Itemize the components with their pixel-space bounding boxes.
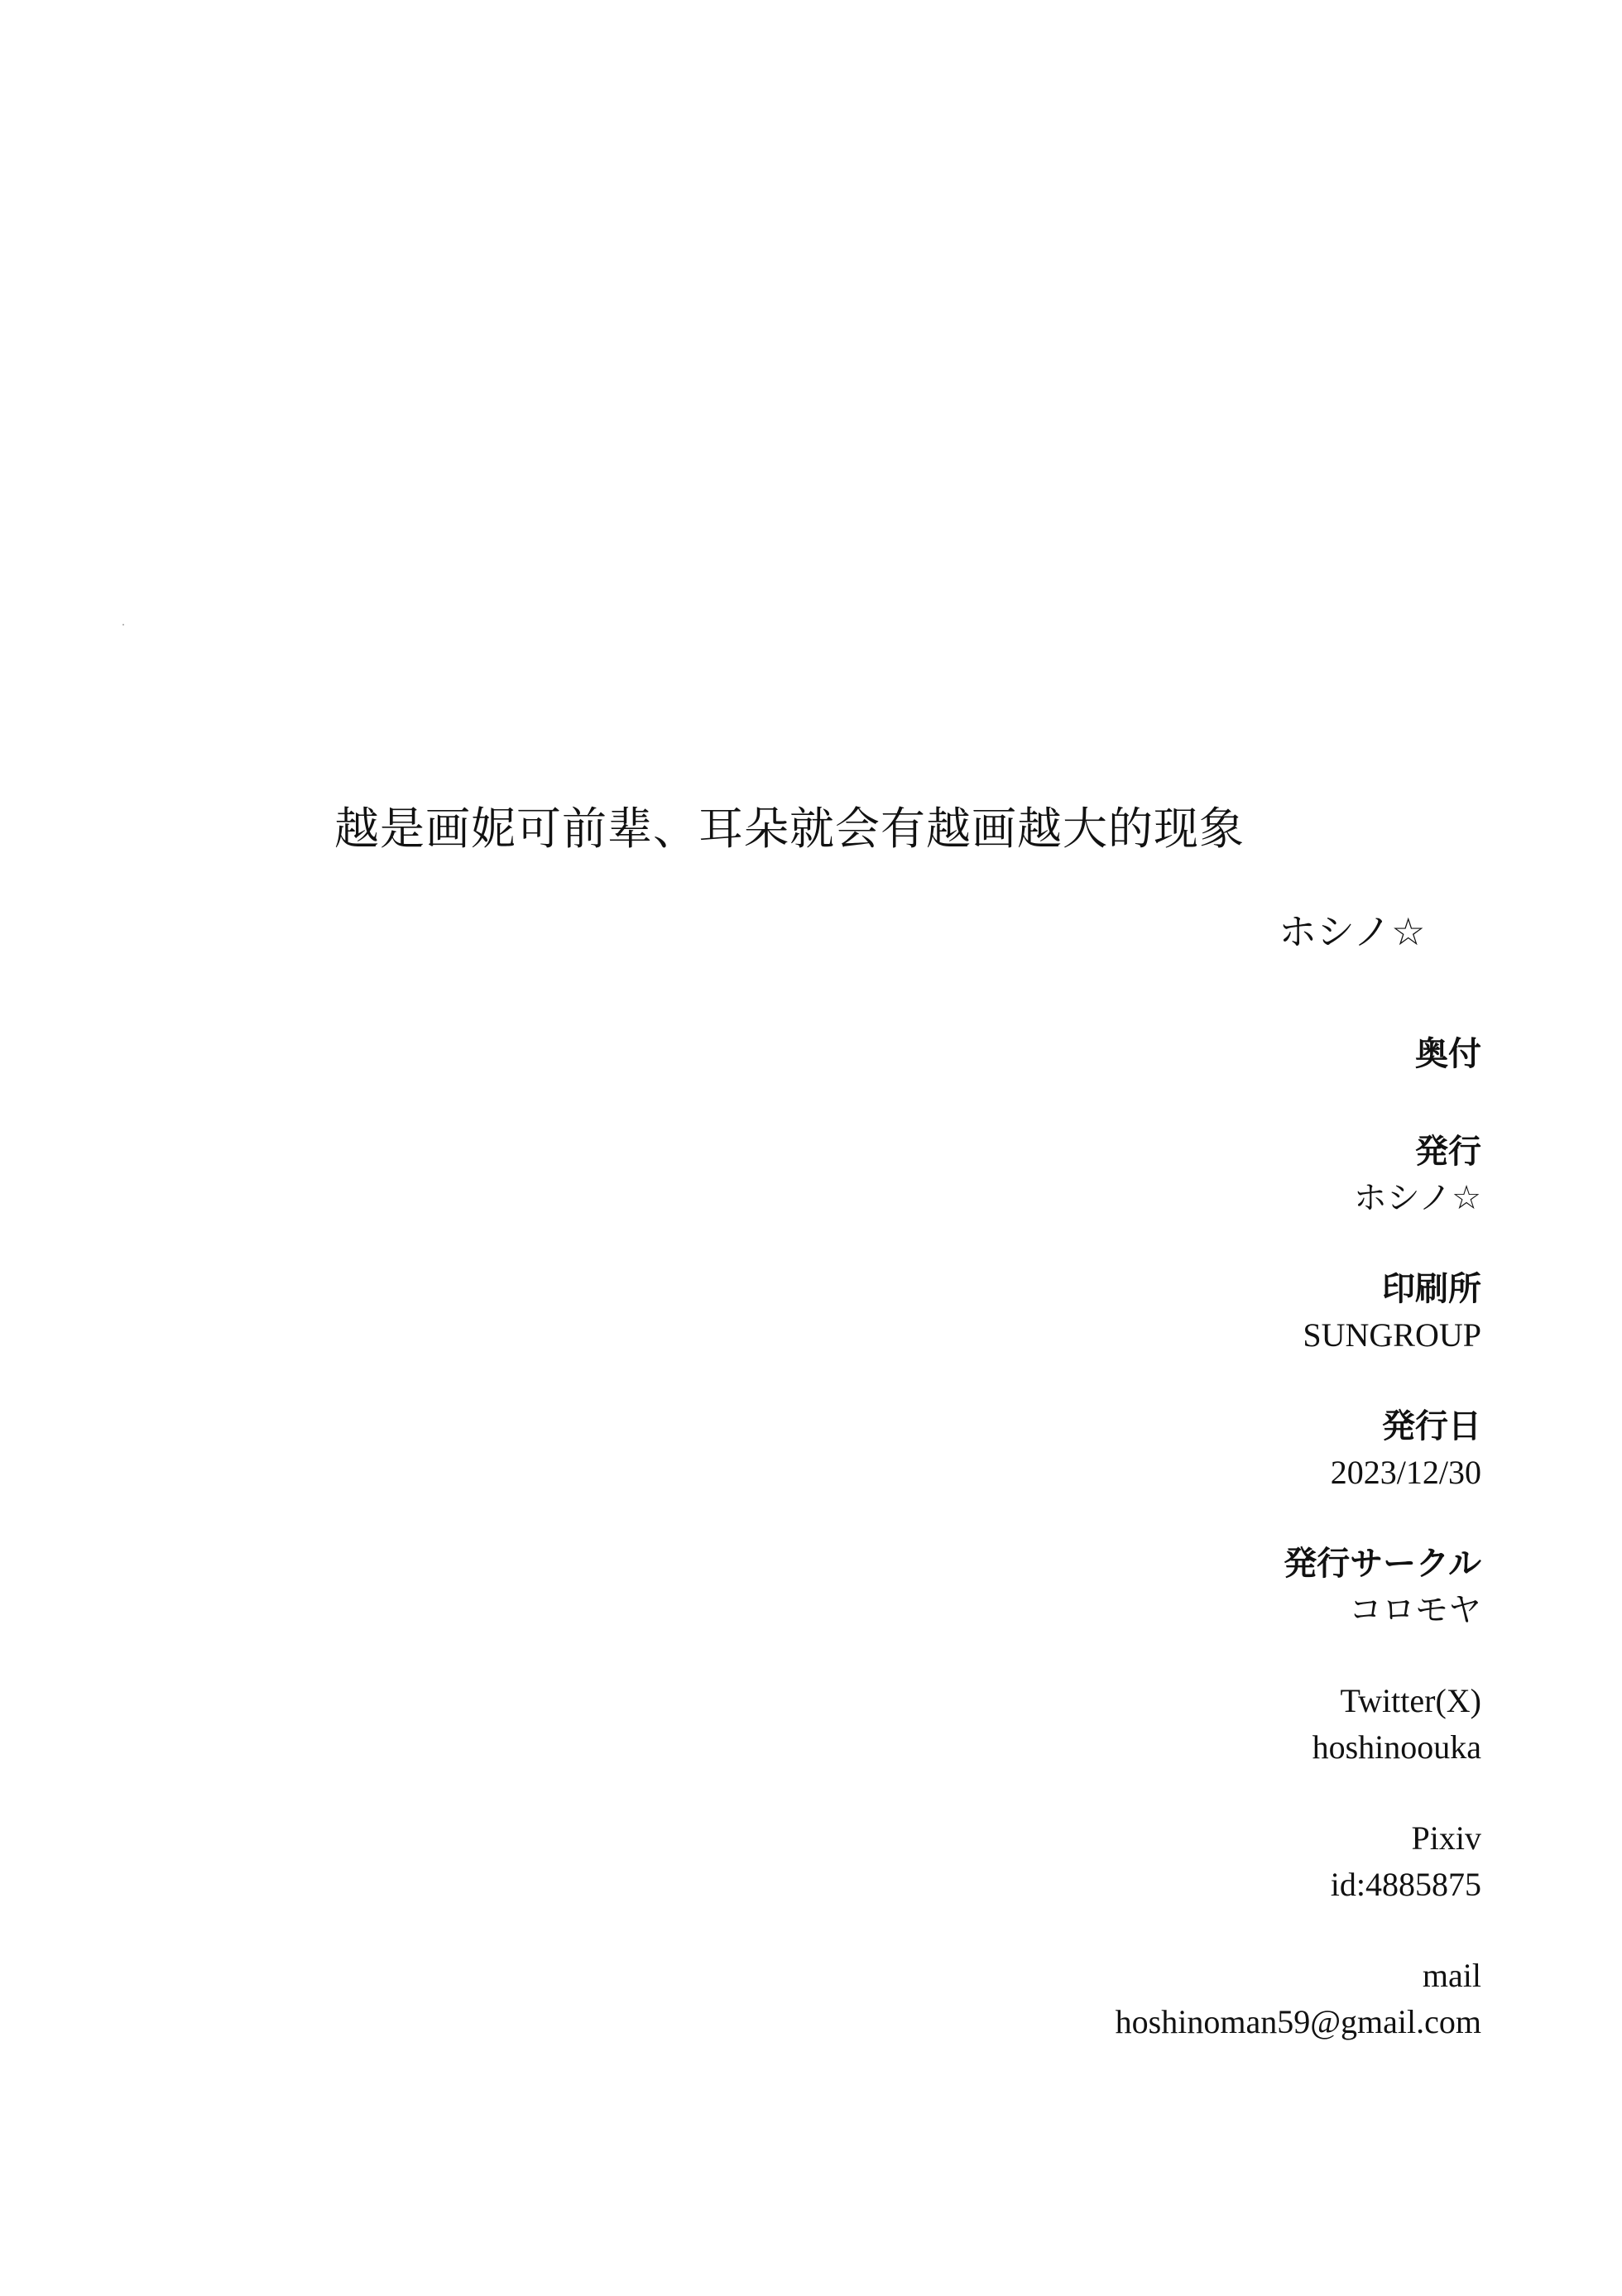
date-value: 2023/12/30	[1330, 1454, 1481, 1491]
pixiv-value: id:4885875	[1330, 1866, 1481, 1903]
circle-label: 発行サークル	[1284, 1545, 1481, 1583]
publisher-value: ホシノ☆	[1353, 1179, 1481, 1217]
printer-value: SUNGROUP	[1303, 1316, 1481, 1354]
mail-value: hoshinoman59@gmail.com	[1115, 2003, 1481, 2040]
colophon-block	[737, 1035, 1481, 2040]
twitter-value: hoshinoouka	[1312, 1728, 1481, 1766]
paper-speck	[122, 624, 124, 626]
mail-label: mail	[1422, 1957, 1481, 1994]
colophon-heading: 奥付	[1415, 1035, 1481, 1073]
book-title: 越是画妮可前辈、耳朵就会有越画越大的现象	[334, 803, 1245, 855]
twitter-label: Twitter(X)	[1340, 1682, 1481, 1719]
circle-value: コロモヤ	[1349, 1591, 1481, 1629]
pixiv-label: Pixiv	[1411, 1819, 1481, 1857]
author-name: ホシノ☆	[1279, 909, 1426, 954]
date-label: 発行日	[1382, 1407, 1481, 1445]
printer-label: 印刷所	[1382, 1270, 1481, 1308]
publisher-label: 発行	[1415, 1133, 1481, 1171]
